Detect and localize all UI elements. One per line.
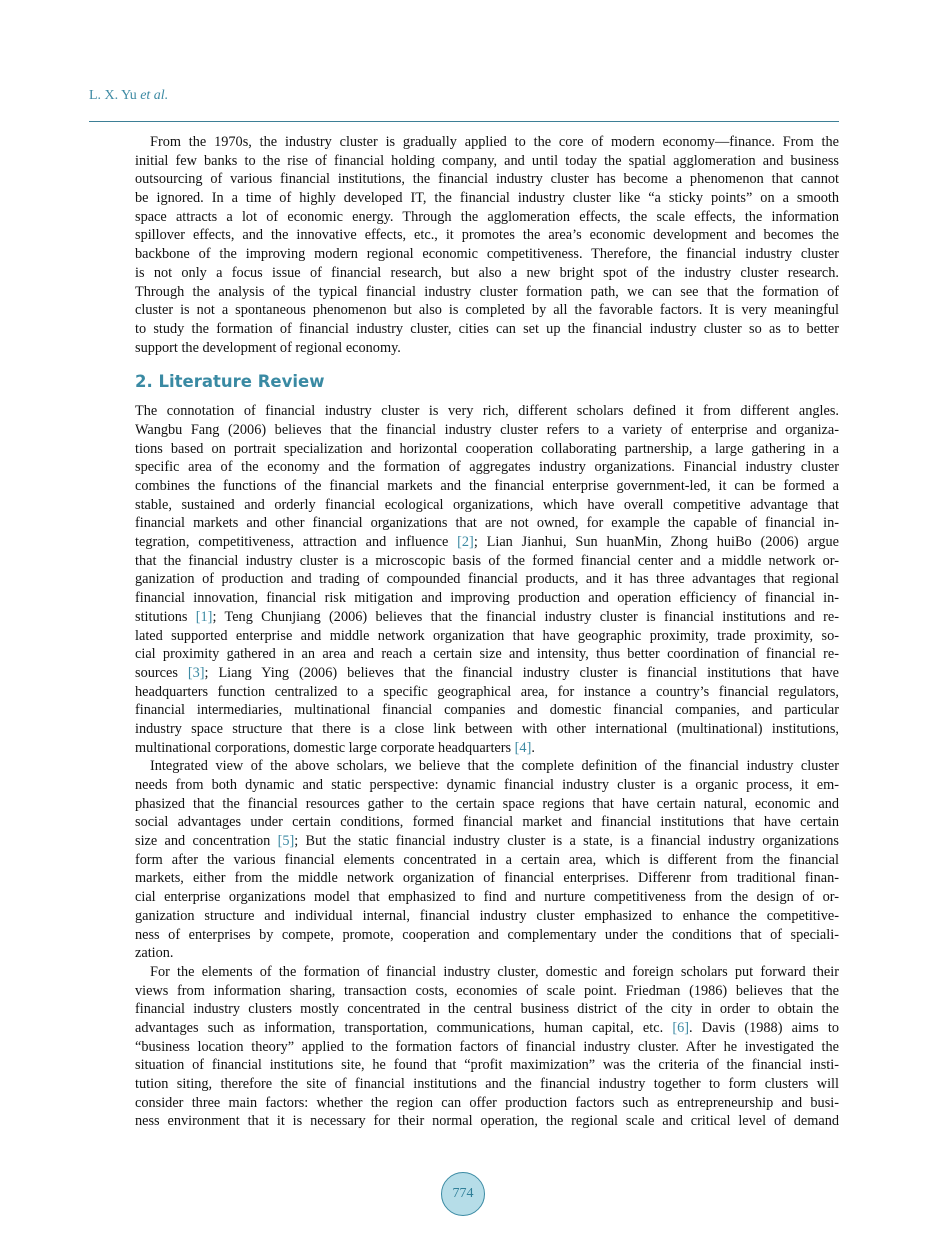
text-line: markets, either from the middle network organization of financial enterprises. Differenr from traditional finan- xyxy=(135,870,839,887)
text-line: consider three main factors: whether the region can offer production factors such as entrepreneurship and busi- xyxy=(135,1094,839,1111)
text-line: Wangbu Fang (2006) believes that the financial industry cluster refers to a variety of enterprise and organiza- xyxy=(135,421,839,438)
text-line: form after the various financial elements concentrated in a certain area, which is different from the financial xyxy=(135,851,839,868)
text-line: ganization structure and individual internal, financial industry cluster emphasized to enhance the competitive- xyxy=(135,907,839,924)
text-line: is not only a focus issue of financial research, but also a new bright spot of the industry cluster research. xyxy=(135,264,839,281)
text-line: cluster is not a spontaneous phenomenon but also is completed by all the favorable factors. It is very meaningful xyxy=(135,302,839,319)
text-line: ness of enterprises by compete, promote, cooperation and complementary under the conditions that of speciali- xyxy=(135,926,839,943)
text-line: Through the analysis of the typical financial industry cluster formation path, we can see that the formation of xyxy=(135,283,839,300)
text-line: needs from both dynamic and static perspective: dynamic financial industry cluster is a organic process, it em- xyxy=(135,777,839,793)
text-line: multinational corporations, domestic large corporate headquarters [4]. xyxy=(135,739,535,756)
text-line: situation of financial institutions site, he found that “profit maximization” was the criteria of the financial insti- xyxy=(135,1057,839,1074)
text-line: industry space structure that there is a close link between with other international (multinational) institutions, xyxy=(135,720,839,737)
text-line: tution siting, therefore the site of financial institutions and the financial industry together to form clusters will xyxy=(135,1076,839,1092)
text-line: phasized that the financial resources gather to the certain space regions that have certain natural, economic and xyxy=(135,795,839,812)
running-head-etal: et al. xyxy=(140,88,169,103)
text-line: size and concentration [5]; But the static financial industry cluster is a state, is a financial industry organizations xyxy=(135,833,839,850)
text-line: ganization of production and trading of compounded financial products, and it has three advantages that regional xyxy=(135,571,839,588)
literature-review-section xyxy=(135,402,839,1131)
section-heading: 2. Literature Review xyxy=(135,372,325,392)
paragraph xyxy=(135,133,839,357)
page-number: 774 xyxy=(441,1172,485,1216)
citation-link[interactable]: [5] xyxy=(277,833,295,850)
text-line: lated supported enterprise and middle network organization that have geographic proximity, trade proximity, so- xyxy=(135,627,839,644)
text-line: advantages such as information, transportation, communications, human capital, etc. [6]. Davis (1988) aims to xyxy=(135,1019,839,1036)
text-line: that the financial industry cluster is a microscopic basis of the formed financial center and a middle network or- xyxy=(135,552,839,569)
text-line: social advantages under certain conditions, formed financial market and financial institutions that have certain xyxy=(135,814,839,831)
text-line: spillover effects, and the innovative effects, etc., it promotes the area’s economic development and becomes the xyxy=(135,227,839,244)
text-line: For the elements of the formation of financial industry cluster, domestic and foreign scholars put forward their xyxy=(150,963,839,980)
text-line: cial enterprise organizations model that emphasized to find and nurture competitiveness from the design of or- xyxy=(135,889,839,906)
text-line: The connotation of financial industry cluster is very rich, different scholars defined it from different angles. xyxy=(135,403,839,420)
intro-section xyxy=(135,133,839,357)
citation-link[interactable]: [2] xyxy=(457,534,474,551)
text-line: sources [3]; Liang Ying (2006) believes that the financial industry cluster is financial institutions that have xyxy=(135,664,839,681)
running-head-authors: L. X. Yu xyxy=(89,88,137,103)
text-line: tions based on portrait specialization and horizontal cooperation collaborating partnership, a large gathering in a xyxy=(135,440,839,457)
text-line: financial markets and other financial organizations that are not owned, for example the capable of financial in- xyxy=(135,515,839,532)
text-line: to study the formation of financial industry cluster, cities can set up the financial industry cluster so as to better xyxy=(135,320,839,337)
text-line: specific area of the economy and the formation of aggregates industry organizations. Financial industry cluster xyxy=(135,459,839,476)
text-line: combines the functions of the financial markets and the financial enterprise government-led, it can be formed a xyxy=(135,478,839,494)
paragraph xyxy=(135,757,839,963)
text-line: backbone of the improving modern regional economic competitiveness. Therefore, the financial industry cluster xyxy=(135,246,839,263)
running-head xyxy=(89,88,168,104)
text-line: initial few banks to the rise of financial holding company, and until today the spatial agglomeration and business xyxy=(135,152,839,169)
text-line: financial industry clusters mostly concentrated in the central business district of the city in order to obtain the xyxy=(135,1001,839,1018)
text-line: stitutions [1]; Teng Chunjiang (2006) believes that the financial industry cluster is financial institutions and re- xyxy=(135,608,840,625)
text-line: financial intermediaries, multinational financial companies and domestic financial companies, and particular xyxy=(135,702,839,719)
text-line: Integrated view of the above scholars, we believe that the complete definition of the financial industry cluster xyxy=(150,758,839,775)
text-line: ness environment that it is necessary for their normal operation, the regional scale and critical level of demand xyxy=(135,1113,839,1130)
article-body xyxy=(135,133,839,1131)
text-line: support the development of regional economy. xyxy=(135,339,401,356)
text-line: financial innovation, financial risk mitigation and improving production and operation efficiency of financial in- xyxy=(135,590,839,607)
text-line: tegration, competitiveness, attraction and influence [2]; Lian Jianhui, Sun huanMin, Zhong huiBo (2006) argue xyxy=(135,534,839,551)
text-line: be ignored. In a time of highly developed IT, the financial industry cluster like “a sticky points” on a smooth xyxy=(135,190,839,207)
text-line: views from information sharing, transaction costs, economies of scale point. Friedman (1986) believes that the xyxy=(135,982,839,999)
text-line: cial proximity gathered in an area and reach a certain size and intensity, thus better coordination of financial re- xyxy=(135,646,839,663)
citation-link[interactable]: [3] xyxy=(187,664,205,681)
header-rule xyxy=(89,121,839,122)
text-line: zation. xyxy=(135,945,174,962)
paragraph xyxy=(135,402,839,757)
text-line: stable, sustained and orderly financial ecological organizations, which have overall competitive advantage that xyxy=(135,496,839,513)
text-line: “business location theory” applied to the formation factors of financial industry cluster. After he investigated the xyxy=(135,1038,839,1055)
text-line: outsourcing of various financial institutions, the financial industry cluster has become a phenomenon that cannot xyxy=(135,171,839,188)
text-line: space attracts a lot of economic energy. Through the agglomeration effects, the scale effects, the information xyxy=(135,208,839,225)
citation-link[interactable]: [6] xyxy=(672,1019,690,1036)
text-line: headquarters function centralized to a specific geographical area, for instance a country’s financial regulators, xyxy=(135,683,839,700)
citation-link[interactable]: [1] xyxy=(195,608,213,625)
citation-link[interactable]: [4] xyxy=(514,739,532,756)
paragraph xyxy=(135,963,839,1131)
text-line: From the 1970s, the industry cluster is gradually applied to the core of modern economy—finance. From the xyxy=(150,134,839,150)
